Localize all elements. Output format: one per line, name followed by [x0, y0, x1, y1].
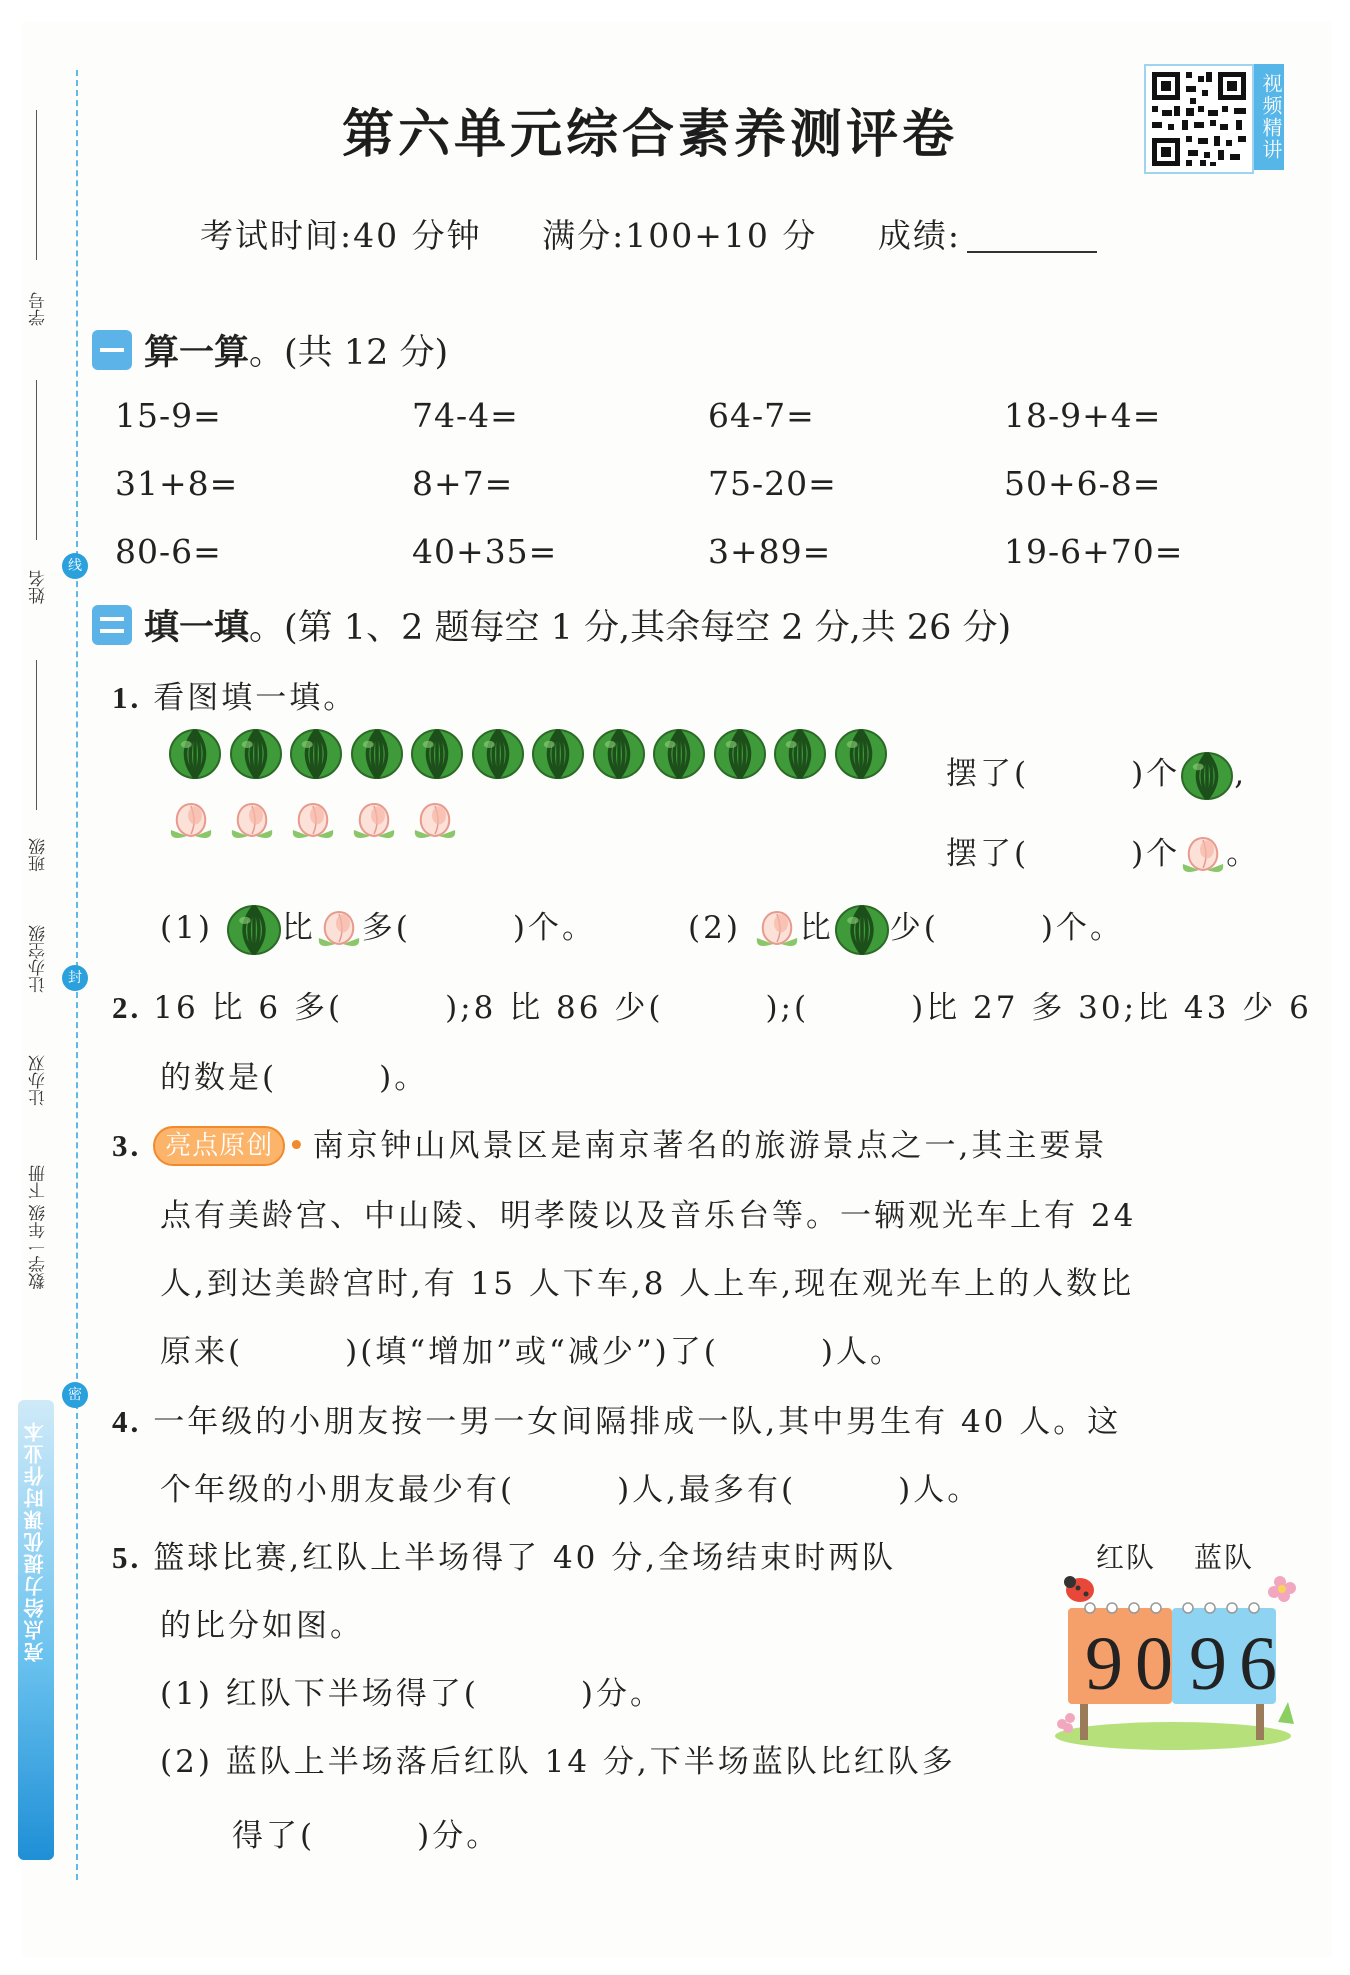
calc-problem: 19-6+70= — [1004, 532, 1184, 571]
calc-problem: 50+6-8= — [1004, 464, 1162, 503]
exam-time: 考试时间:40 分钟 — [200, 216, 482, 255]
calc-problem: 75-20= — [708, 464, 837, 503]
q5-line-2: 的比分如图。 — [160, 1608, 364, 1644]
q1-placed-peaches: 摆了( )个 。 — [946, 828, 1260, 878]
q3-line-3: 人,到达美龄宫时,有 15 人下车,8 人上车,现在观光车上的人数比 — [160, 1266, 1135, 1302]
watermelon-icon — [471, 728, 525, 780]
q4-line-2: 个年级的小朋友最少有( )人,最多有( )人。 — [160, 1472, 982, 1508]
blue-team-label: 蓝队 — [1194, 1541, 1255, 1574]
student-no-rule — [36, 110, 37, 260]
section-two-icon — [92, 605, 132, 645]
watermelon-icon — [410, 728, 464, 780]
watermelon-icon — [652, 728, 706, 780]
peach-icon — [754, 908, 800, 952]
watermelon-icon — [226, 904, 282, 956]
q5-sub2-line-1: (2) 蓝队上半场落后红队 14 分,下半场蓝队比红队多 — [160, 1744, 956, 1780]
q1-sub2: (2) 比 少( )个。 — [688, 902, 1124, 956]
exam-info — [200, 210, 1097, 257]
calc-problem: 18-9+4= — [1004, 396, 1162, 435]
blue-score-digit: 9 — [1189, 1622, 1227, 1706]
peach-icon — [1180, 834, 1226, 878]
calc-problem: 15-9= — [115, 396, 222, 435]
tag-dot: • — [287, 1128, 309, 1164]
q5-sub1: (1) 红队下半场得了( )分。 — [160, 1676, 664, 1712]
qr-code-icon — [1146, 66, 1252, 172]
peach-icon — [412, 800, 458, 844]
red-score-digit: 0 — [1135, 1622, 1173, 1706]
name-rule — [36, 380, 37, 540]
q2-line-2: 的数是( )。 — [160, 1060, 429, 1096]
class-label: 班级 — [29, 838, 49, 872]
ladybug-icon — [1064, 1576, 1094, 1602]
section-1-heading: 算一算。(共 12 分) — [92, 325, 448, 375]
red-score-digit: 9 — [1085, 1622, 1123, 1706]
name-label: 姓名 — [29, 570, 49, 604]
calc-problem: 31+8= — [115, 464, 239, 503]
watermelon-icon — [531, 728, 585, 780]
watermelon-icon — [713, 728, 767, 780]
seal-marker: 封 — [62, 965, 88, 991]
calc-problem: 74-4= — [412, 396, 519, 435]
line-marker: 线 — [62, 553, 88, 579]
q5-line-1: 5. 篮球比赛,红队上半场得了 40 分,全场结束时两队 — [112, 1540, 897, 1576]
watermelon-icon — [834, 904, 890, 956]
calc-problem: 3+89= — [708, 532, 832, 571]
q2-line-1: 2. 16 比 6 多( );8 比 86 少( );( )比 27 多 30;比 43 少 6 — [112, 990, 1312, 1026]
score-blank[interactable] — [967, 251, 1097, 253]
peach-icon — [229, 800, 275, 844]
score-label: 成绩: — [877, 216, 961, 255]
class-rule — [36, 660, 37, 810]
school-label-2: 让办双 — [29, 1055, 49, 1106]
original-tag: 亮点原创 — [153, 1126, 285, 1166]
section-2-heading: 填一填。(第 1、2 题每空 1 分,其余每空 2 分,共 26 分) — [92, 600, 1011, 650]
student-no-label: 学号 — [29, 292, 49, 326]
secret-marker: 密 — [62, 1382, 88, 1408]
watermelon-icon — [1180, 751, 1234, 801]
calc-problem: 40+35= — [412, 532, 558, 571]
calc-problem: 8+7= — [412, 464, 514, 503]
full-score: 满分:100+10 分 — [542, 216, 818, 255]
q3-line-2: 点有美龄宫、中山陵、明孝陵以及音乐台等。一辆观光车上有 24 — [160, 1198, 1137, 1234]
watermelon-icon — [350, 728, 404, 780]
watermelon-icon — [229, 728, 283, 780]
watermelon-icon — [592, 728, 646, 780]
peach-icon — [168, 800, 214, 844]
blue-score-digit: 6 — [1239, 1622, 1277, 1706]
page-title: 第六单元综合素养测评卷 — [341, 104, 958, 165]
calc-problem: 64-7= — [708, 396, 815, 435]
peach-icon — [316, 908, 362, 952]
red-team-label: 红队 — [1096, 1541, 1157, 1574]
q4-line-1: 4. 一年级的小朋友按一男一女间隔排成一队,其中男生有 40 人。这 — [112, 1404, 1122, 1440]
grade-label: 数学一年级 下册 — [29, 1165, 49, 1290]
q1-prompt: 1. 看图填一填。 — [112, 680, 358, 716]
watermelon-icon — [289, 728, 343, 780]
calc-problem: 80-6= — [115, 532, 222, 571]
section-one-icon — [92, 330, 132, 370]
peach-icon — [290, 800, 336, 844]
watermelon-icon — [773, 728, 827, 780]
watermelon-icon — [168, 728, 222, 780]
q3-line-4: 原来( )(填“增加”或“减少”)了( )人。 — [160, 1334, 904, 1370]
peach-icon — [351, 800, 397, 844]
q3-line-1: 3. 亮点原创 • 南京钟山风景区是南京著名的旅游景点之一,其主要景 — [112, 1128, 1108, 1164]
qr-code[interactable] — [1144, 64, 1254, 174]
q1-sub1: (1) 比 多( )个。 — [160, 902, 596, 956]
school-label-1: 让办空级 — [29, 925, 49, 993]
brand-text: 亮点给力提优课时作业本 — [23, 1420, 47, 1662]
video-tag: 视频精讲 — [1254, 64, 1284, 170]
q1-placed-watermelons: 摆了( )个 , — [946, 748, 1247, 801]
q5-sub2-line-2: 得了( )分。 — [232, 1818, 501, 1854]
watermelon-icon — [834, 728, 888, 780]
